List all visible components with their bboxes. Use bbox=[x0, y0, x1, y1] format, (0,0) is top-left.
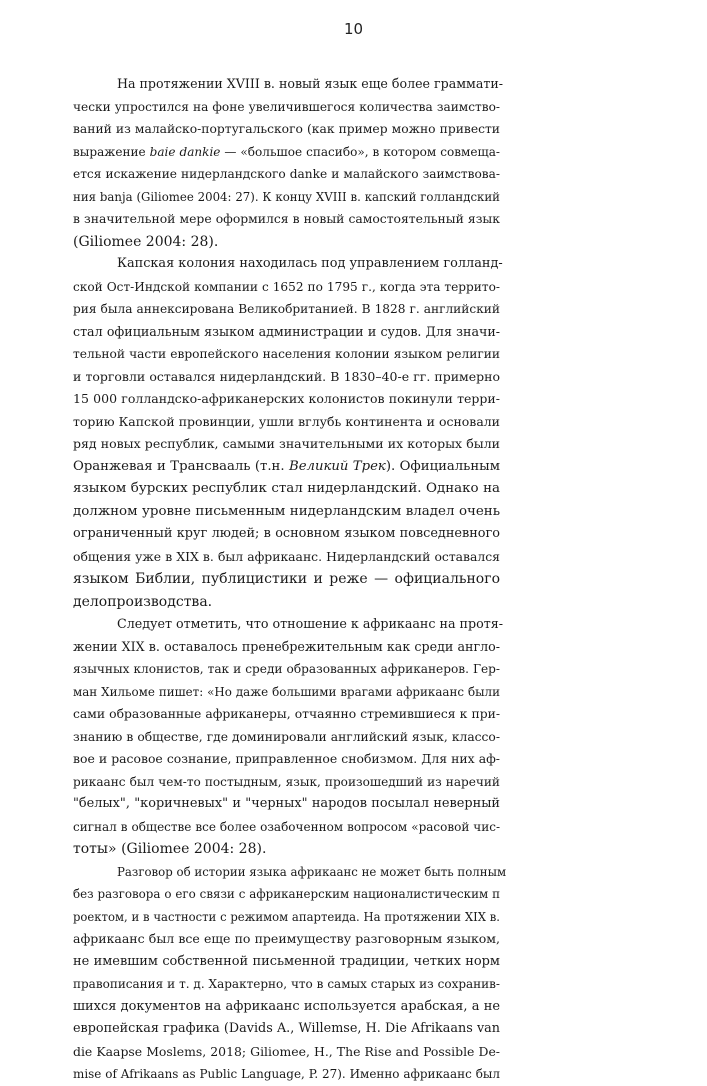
text-line: и торговли оставался нидерландский. В 1830–40-е гг. примерно bbox=[73, 368, 500, 384]
text-line: не имевшим собственной письменной традиции, четких норм bbox=[73, 953, 500, 969]
text-line: Оранжевая и Трансвааль (т.н. Великий Трек). Официальным bbox=[73, 458, 500, 474]
text-line: роектом, и в частности с режимом апартеида. На протяжении XIX в. bbox=[73, 909, 500, 924]
text-line: ряд новых республик, самыми значительными их которых были bbox=[73, 436, 500, 451]
text-line: выражение baie dankie — «большое спасибо», в котором совмеща- bbox=[73, 144, 501, 159]
text-line: шихся документов на африкаанс используется арабская, а не bbox=[73, 998, 500, 1014]
text-line: европейская графика (Davids A., Willemse, H. Die Afrikaans van bbox=[73, 1021, 500, 1036]
text-line: На протяжении XVIII в. новый язык еще более граммати- bbox=[117, 76, 504, 91]
text-line: ман Хильоме пишет: «Но даже большими врагами африкаанс были bbox=[73, 684, 500, 699]
text-line: ограниченный круг людей; в основном языком повседневного bbox=[73, 526, 500, 541]
text-line: Следует отметить, что отношение к африкаанс на протя- bbox=[117, 616, 503, 631]
text-line: "белых", "коричневых" и "черных" народов посылал неверный bbox=[73, 796, 500, 811]
italic-term: Великий Трек bbox=[289, 458, 386, 474]
text-line: рикаанс был чем-то постыдным, язык, произошедший из наречий bbox=[73, 774, 500, 789]
text-line: рия была аннексирована Великобританией. В 1828 г. английский bbox=[73, 302, 500, 316]
text-line: стал официальным языком администрации и судов. Для значи- bbox=[73, 323, 500, 339]
text-line: 15 000 голландско-африканерских колонистов покинули терри- bbox=[73, 391, 500, 406]
text-line: языком бурских республик стал нидерландский. Однако на bbox=[73, 481, 500, 496]
text-line: правописания и т. д. Характерно, что в самых старых из сохранив- bbox=[73, 977, 500, 991]
text-line: торию Капской провинции, ушли вглубь континента и основали bbox=[73, 413, 500, 429]
text-line: вое и расовое сознание, приправленное снобизмом. Для них аф- bbox=[73, 751, 500, 766]
text-line: языком Библии, публицистики и реже — официального bbox=[73, 571, 500, 587]
paragraph bbox=[73, 613, 503, 861]
body-text bbox=[73, 73, 507, 1086]
text-line: ваний из малайско-португальского (как пример можно привести bbox=[73, 122, 500, 136]
text-line: mise of Afrikaans as Public Language, P. 27). Именно африкаанс был bbox=[73, 1067, 500, 1081]
text-line: тельной части европейского населения колонии языком религии bbox=[73, 347, 500, 361]
text-line: (Giliomee 2004: 28). bbox=[73, 233, 219, 250]
text-line: африкаанс был все еще по преимуществу разговорным языком, bbox=[73, 931, 500, 946]
text-line: сигнал в обществе все более озабоченном вопросом «расовой чис- bbox=[73, 819, 500, 834]
text-line: die Kaapse Moslems, 2018; Giliomee, H., The Rise and Possible De- bbox=[73, 1043, 500, 1059]
text-line: делопроизводства. bbox=[73, 593, 213, 610]
page-number: 10 bbox=[343, 20, 364, 38]
text-line: жении XIX в. оставалось пренебрежительным как среди англо- bbox=[73, 638, 500, 654]
paragraph bbox=[73, 861, 507, 1086]
paragraph bbox=[73, 253, 503, 613]
text-line: Капская колония находилась под управлением голланд- bbox=[117, 256, 503, 271]
text-line: без разговора о его связи с африканерским националистическим п bbox=[73, 887, 500, 901]
text-line: должном уровне письменным нидерландским владел очень bbox=[73, 503, 500, 519]
text-line: в значительной мере оформился в новый самостоятельный язык bbox=[73, 212, 500, 226]
text-line: тоты» (Giliomee 2004: 28). bbox=[73, 841, 267, 857]
text-line: общения уже в XIX в. был африкаанс. Нидерландский оставался bbox=[73, 548, 500, 564]
text-line: ния banja (Giliomee 2004: 27). К концу XVIII в. капский голландский bbox=[73, 189, 500, 204]
text-line: ской Ост-Индской компании с 1652 по 1795 г., когда эта террито- bbox=[73, 279, 500, 294]
text-line: сами образованные африканеры, отчаянно стремившиеся к при- bbox=[73, 707, 500, 721]
text-line: Разговор об истории языка африкаанс не может быть полным bbox=[117, 864, 507, 879]
italic-term: baie dankie bbox=[149, 144, 221, 159]
paragraph bbox=[73, 73, 504, 253]
text-line: чески упростился на фоне увеличившегося количества заимство- bbox=[73, 99, 500, 114]
text-line: язычных клонистов, так и среди образованных африканеров. Гер- bbox=[73, 662, 500, 676]
text-line: знанию в обществе, где доминировали английский язык, классо- bbox=[73, 729, 500, 744]
text-line: ется искажение нидерландского danke и малайского заимствова- bbox=[73, 167, 500, 181]
